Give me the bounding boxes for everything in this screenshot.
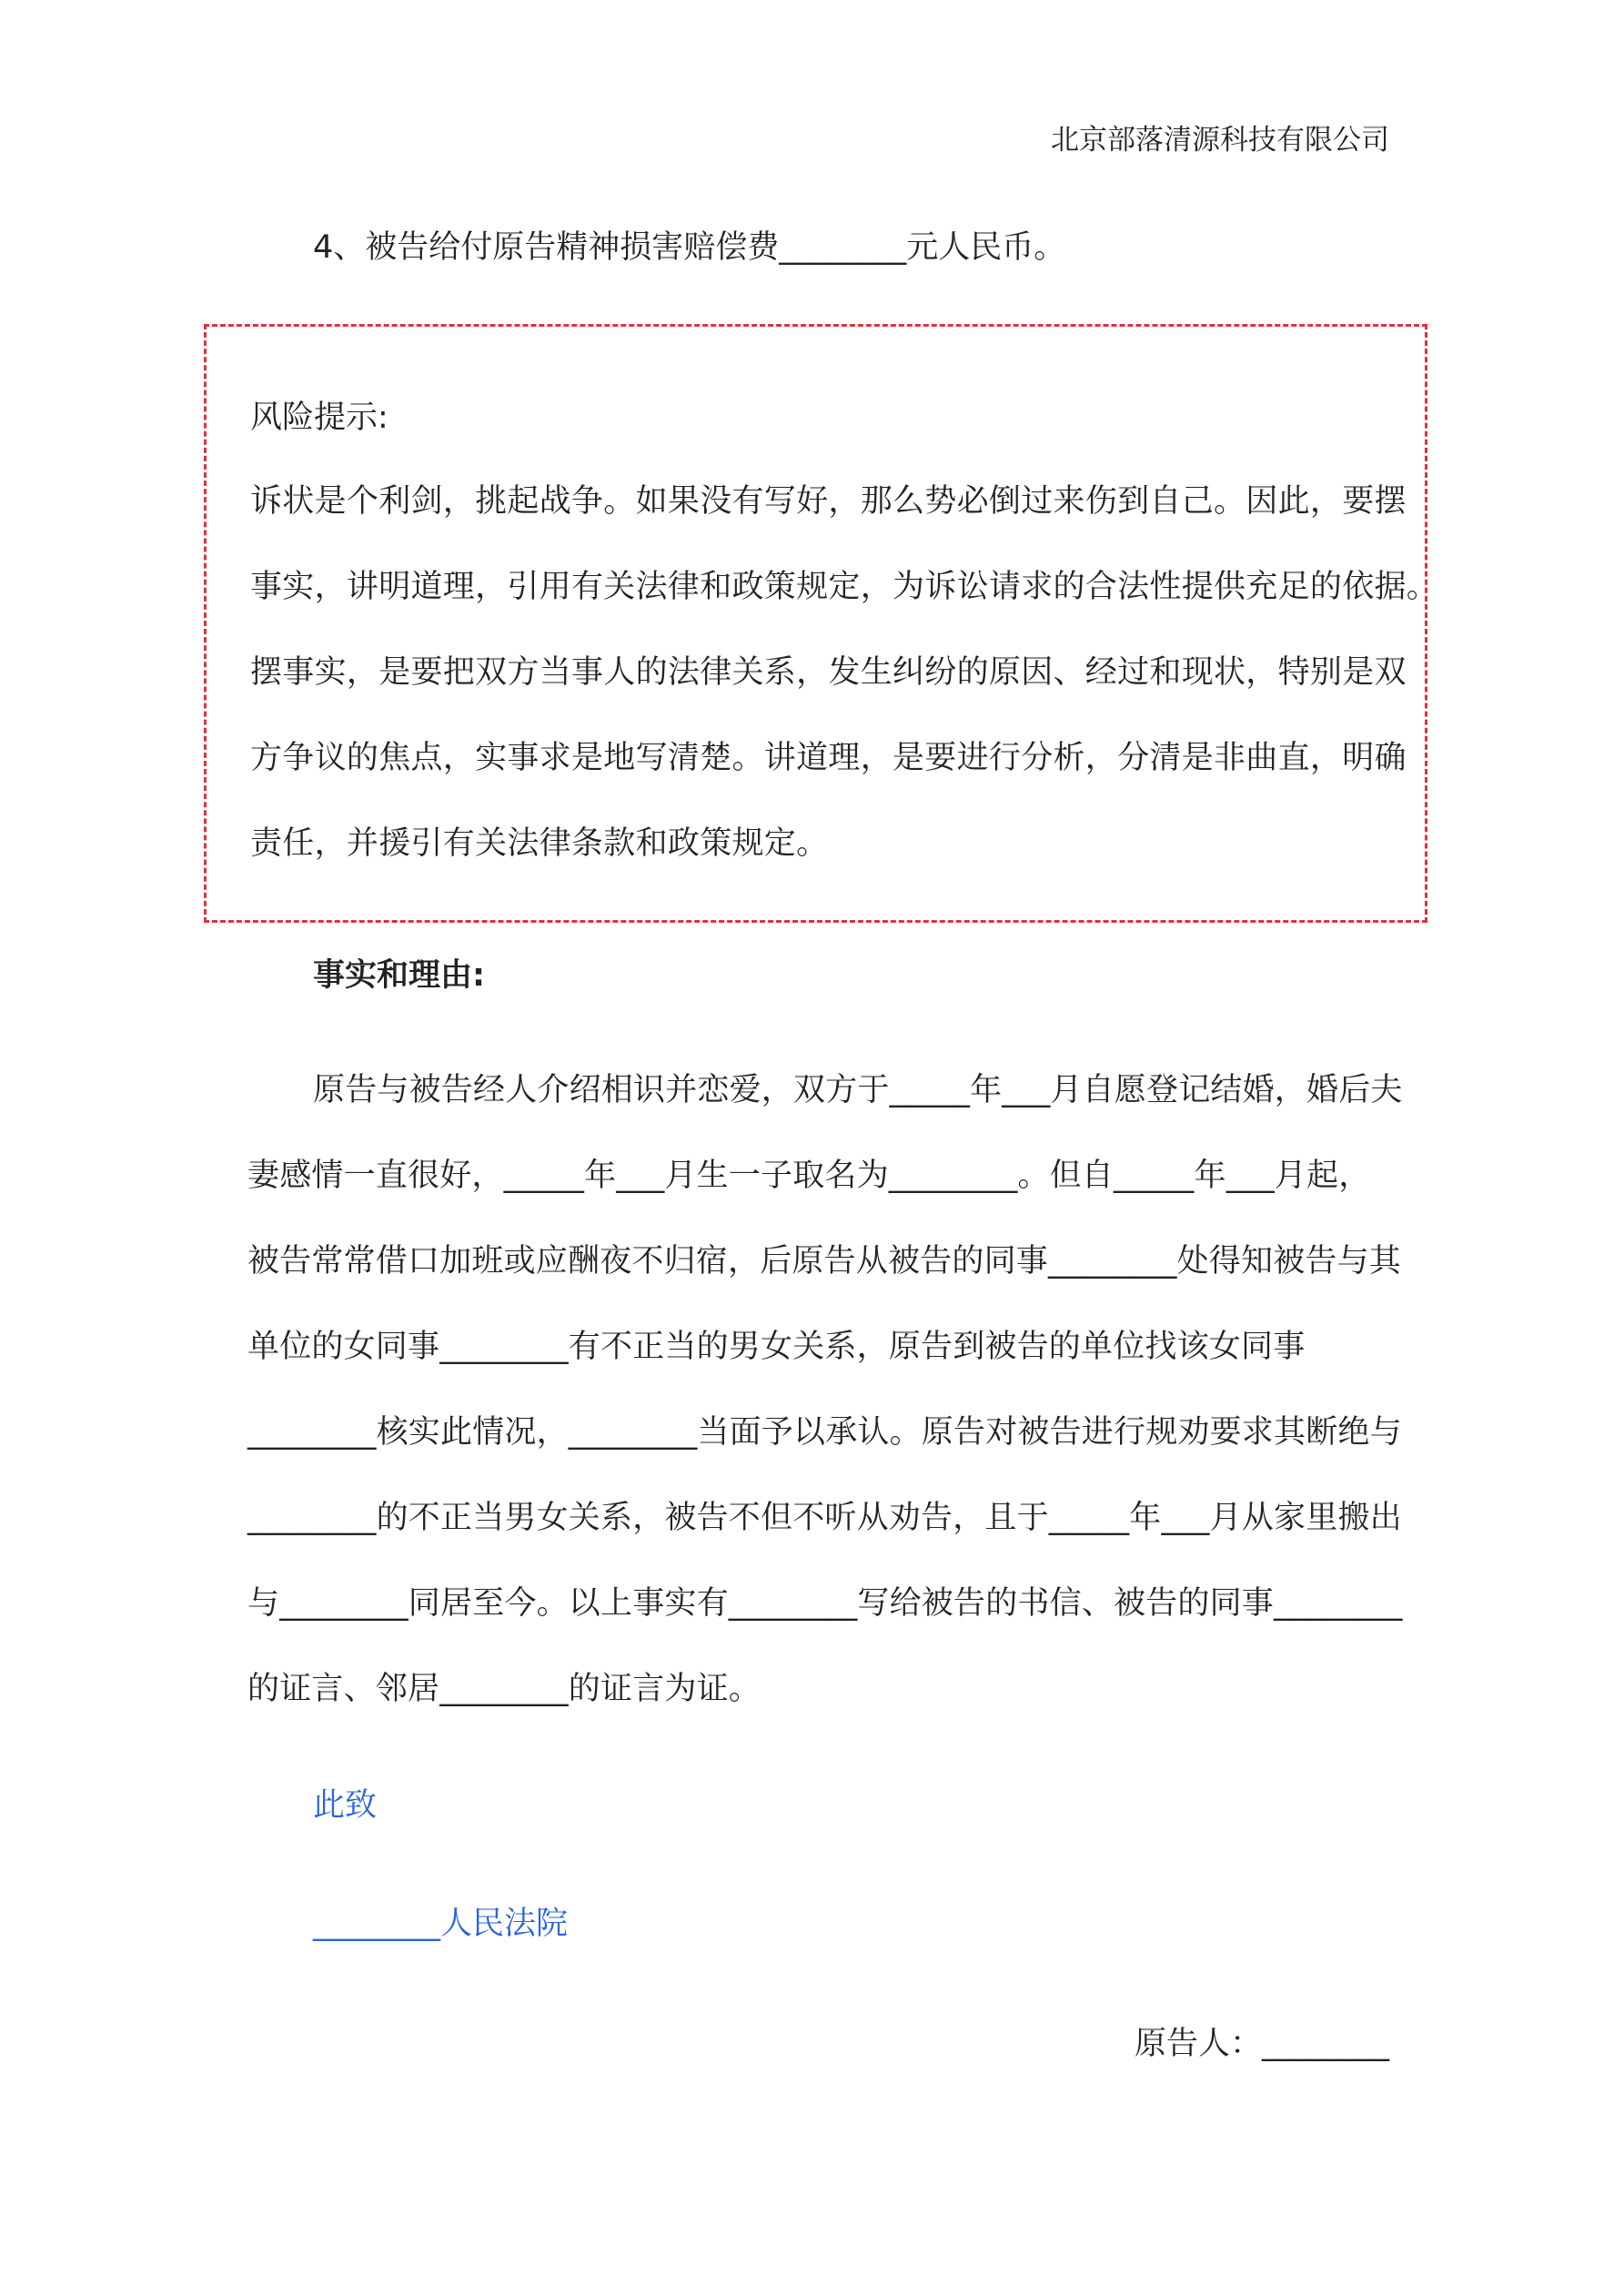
facts-line: ________核实此情况，________当面予以承认。原告对被告进行规劝要求其断绝与 — [247, 1414, 1402, 1451]
risk-notice-line: 诉状是个利剑，挑起战争。如果没有写好，那么势必倒过来伤到自己。因此，要摆 — [250, 483, 1407, 520]
risk-notice-line: 事实，讲明道理，引用有关法律和政策规定，为诉讼请求的合法性提供充足的依据。 — [250, 569, 1439, 605]
risk-notice-box — [204, 324, 1439, 923]
risk-notice-line: 责任，并援引有关法律条款和政策规定。 — [250, 825, 829, 862]
company-header: 北京部落清源科技有限公司 — [1051, 124, 1389, 157]
facts-line: 原告与被告经人介绍相识并恋爱，双方于_____年___月自愿登记结婚，婚后夫 — [313, 1072, 1403, 1108]
facts-line: ________的不正当男女关系，被告不但不听从劝告，且于_____年___月从家里搬出 — [247, 1500, 1402, 1536]
facts-section-title: 事实和理由: — [313, 957, 485, 994]
risk-notice-line: 摆事实，是要把双方当事人的法律关系，发生纠纷的原因、经过和现状，特别是双 — [250, 654, 1407, 691]
facts-line: 妻感情一直很好，_____年___月生一子取名为________。但自_____年___月起， — [247, 1158, 1371, 1194]
facts-line: 的证言、邻居________的证言为证。 — [247, 1671, 762, 1707]
closing-salutation: 此致 — [313, 1787, 378, 1824]
closing-court: ________人民法院 — [313, 1906, 569, 1942]
plaintiff-signature: 原告人：________ — [1134, 2026, 1389, 2062]
facts-line: 被告常常借口加班或应酬夜不归宿，后原告从被告的同事________处得知被告与其 — [247, 1243, 1402, 1279]
risk-notice-title: 风险提示: — [250, 400, 388, 436]
facts-line: 单位的女同事________有不正当的男女关系，原告到被告的单位找该女同事 — [247, 1329, 1306, 1365]
risk-notice-line: 方争议的焦点，实事求是地写清楚。讲道理，是要进行分析，分清是非曲直，明确 — [250, 740, 1407, 776]
facts-line: 与________同居至今。以上事实有________写给被告的书信、被告的同事________ — [247, 1585, 1403, 1622]
claim-item-4: 4、被告给付原告精神损害赔偿费________元人民币。 — [313, 229, 1066, 266]
